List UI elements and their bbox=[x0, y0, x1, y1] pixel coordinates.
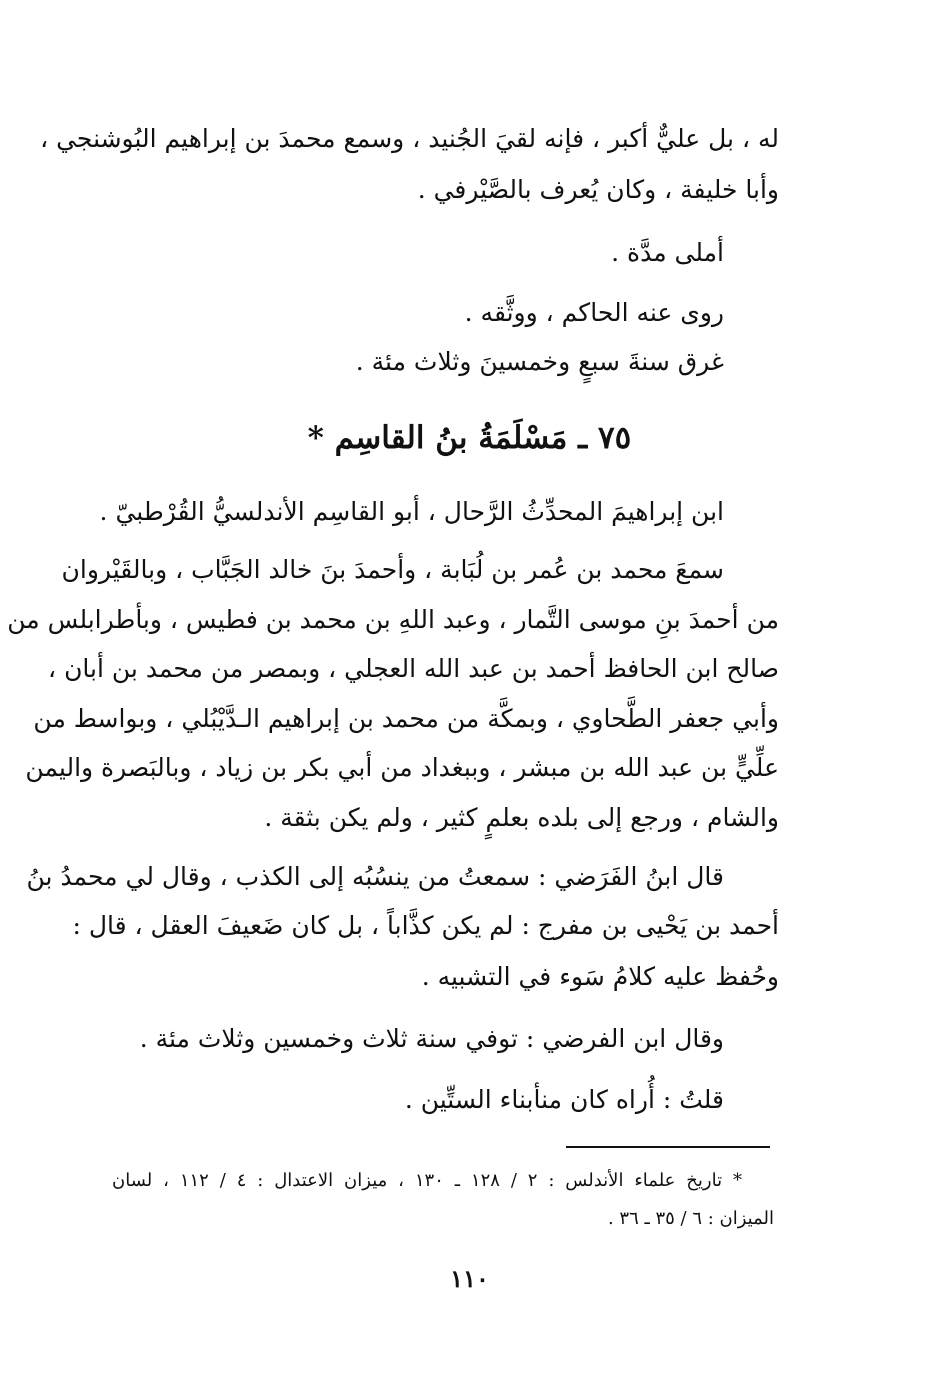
text-line: والشام ، ورجع إلى بلده بعلمٍ كثير ، ولم يكن بثقة . bbox=[264, 803, 779, 832]
text-line: له ، بل عليٌّ أكبر ، فإنه لقيَ الجُنيد ، وسمع محمدَ بن إبراهيم البُوشنجي ، bbox=[40, 124, 779, 153]
text-line: ابن إبراهيمَ المحدِّثُ الرَّحال ، أبو القاسِم الأندلسيُّ القُرْطبيّ . bbox=[99, 497, 724, 526]
text-line: وأبا خليفة ، وكان يُعرف بالصَّيْرفي . bbox=[417, 175, 779, 204]
text-line: قلتُ : أُراه كان منأبناء الستِّين . bbox=[404, 1085, 724, 1114]
text-line: وحُفظ عليه كلامُ سَوء في التشبيه . bbox=[421, 962, 779, 991]
text-line: قال ابنُ الفَرَضي : سمعتُ من ينسُبُه إلى الكذب ، وقال لي محمدُ بنُ bbox=[26, 862, 724, 891]
footnote-line: * تاريخ علماء الأندلس : ٢ / ١٢٨ ـ ١٣٠ ، ميزان الاعتدال : ٤ / ١١٢ ، لسان bbox=[112, 1170, 742, 1191]
text-line: أحمد بن يَحْيى بن مفرج : لم يكن كذَّاباً ، بل كان ضَعيفَ العقل ، قال : bbox=[72, 911, 779, 940]
text-line: وأبي جعفر الطَّحاوي ، وبمكَّة من محمد بن إبراهيم الـدَّيْبُلي ، وبواسط من bbox=[33, 704, 779, 733]
page-number: ١١٠ bbox=[450, 1264, 489, 1293]
text-line: روى عنه الحاكم ، ووثَّقه . bbox=[464, 298, 724, 327]
entry-heading: ٧٥ ـ مَسْلَمَةُ بنُ القاسِم * bbox=[307, 420, 632, 456]
text-line: وقال ابن الفرضي : توفي سنة ثلاث وخمسين وثلاث مئة . bbox=[139, 1024, 724, 1053]
footnote-rule bbox=[566, 1146, 770, 1148]
text-line: علِّيٍّ بن عبد الله بن مبشر ، وببغداد من أبي بكر بن زياد ، وبالبَصرة واليمن bbox=[25, 753, 779, 782]
text-line: صالح ابن الحافظ أحمد بن عبد الله العجلي ، وبمصر من محمد بن أبان ، bbox=[48, 654, 779, 683]
footnote-line: الميزان : ٦ / ٣٥ ـ ٣٦ . bbox=[607, 1208, 774, 1229]
text-line: سمعَ محمد بن عُمر بن لُبَابة ، وأحمدَ بنَ خالد الجَبَّاب ، وبالقَيْروان bbox=[61, 555, 724, 584]
text-line: من أحمدَ بنِ موسى التَّمار ، وعبد اللهِ بن محمد بن فطيس ، وبأطرابلس من bbox=[7, 605, 779, 634]
text-line: أملى مدَّة . bbox=[611, 238, 724, 267]
text-line: غرق سنةَ سبعٍ وخمسينَ وثلاث مئة . bbox=[355, 347, 724, 376]
